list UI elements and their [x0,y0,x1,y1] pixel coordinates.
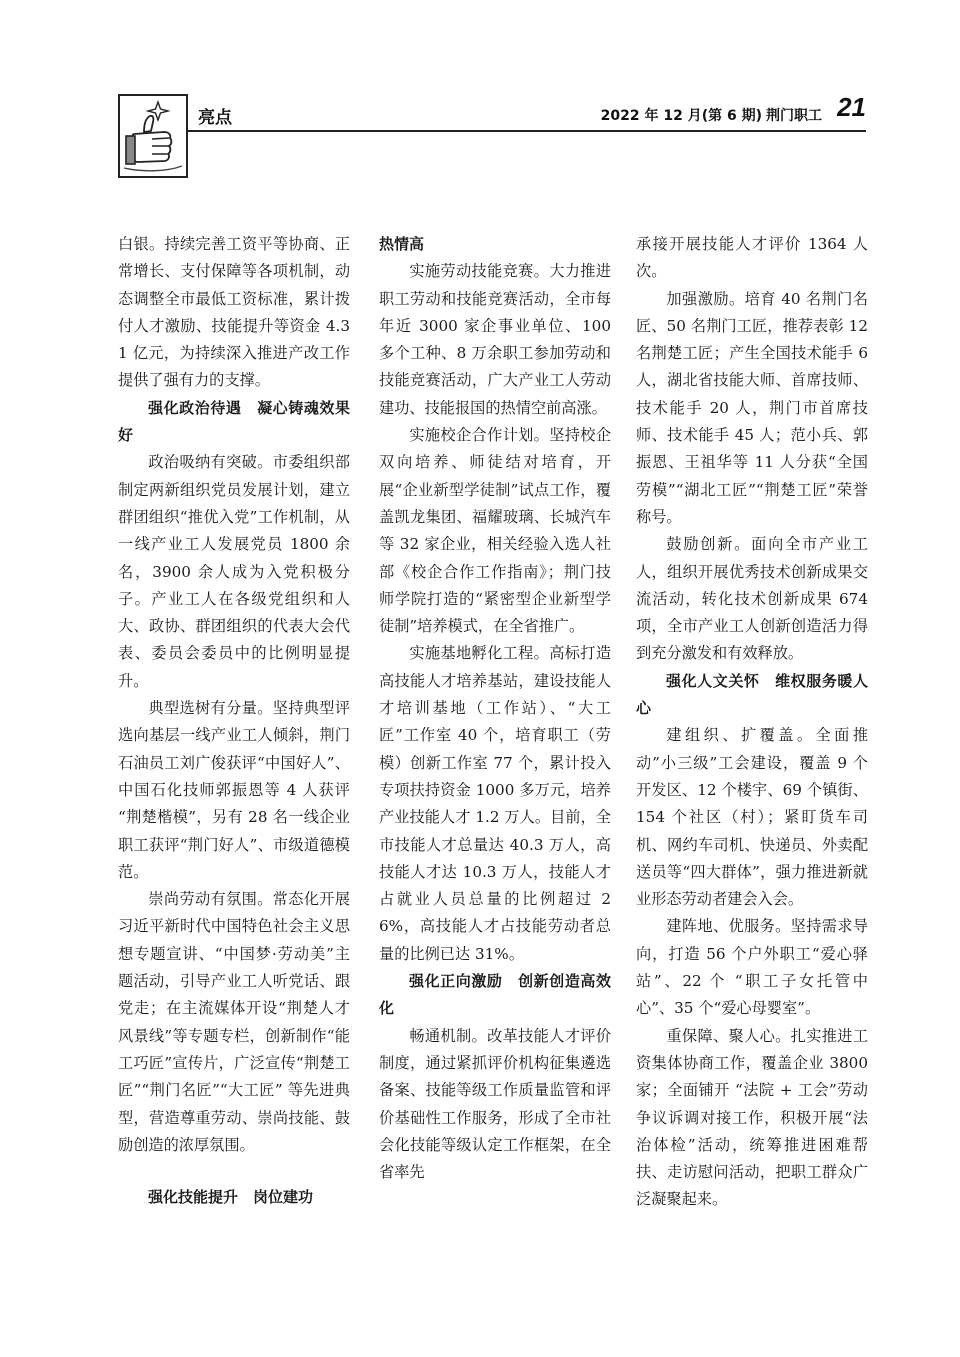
section-heading: 强化正向激励 创新创造高效化 [379,972,611,1018]
issue-date: 2022 年 12 月(第 6 期) [600,108,762,124]
body-paragraph: 建组织、扩覆盖。全面推动”小三级”工会建设，覆盖 9 个开发区、12 个楼宇、69 个镇街、154 个社区（村）；紧盯货车司机、网约车司机、快递员、外卖配送员等“四大群体”，强力推进新就业形态劳动者建会入会。 [636,726,868,909]
page-number: 21 [837,92,866,122]
body-paragraph: 建阵地、优服务。坚持需求导向，打造 56 个户外职工“爱心驿站”、22 个 “职工子女托管中心”、35 个“爱心母婴室”。 [636,917,868,1018]
section-heading: 强化技能提升 岗位建功 [148,1188,314,1207]
body-paragraph: 重保障、聚人心。扎实推进工资集体协商工作，覆盖企业 3800 家；全面铺开 “法院 + 工会”劳动争议诉调对接工作，积极开展“法治体检”活动，统筹推进困难帮扶、走访慰问活动，把职工群众广泛凝聚起来。 [636,1026,868,1209]
body-paragraph: 畅通机制。改革技能人才评价制度，通过紧抓评价机构征集遴选备案、技能等级工作质量监管和评价基础性工作服务，形成了全市社会化技能等级认定工作框架，在全省率先 [379,1026,611,1182]
body-paragraph: 实施基地孵化工程。高标打造高技能人才培养基站，建设技能人才培训基地（工作站）、“大工匠”工作室 40 个，培育职工（劳模）创新工作室 77 个，累计投入专项扶持资金 1000 多万元，培养产业技能人才 1.2 万人。目前，全市技能人才总量达 40.3 万人，高技能人才达 10.3 万人，技能人才占就业人员总量的比例超过 26%，高技能人才占技能劳动者总量的比例已达 31%。 [379,644,611,963]
body-paragraph: 政治吸纳有突破。市委组织部制定两新组织党员发展计划，建立群团组织“推优入党”工作机制，从一线产业工人发展党员 1800 余名，3900 余人成为入党积极分子。产业工人在各级党组织和人大、政协、群团组织的代表大会代表、委员会委员中的比例明显提升。 [118,453,350,690]
section-label: 亮点 [198,108,232,128]
issue-info [597,105,822,125]
page-header [118,94,866,180]
body-paragraph: 鼓励创新。面向全市产业工人，组织开展优秀技术创新成果交流活动，转化技术创新成果 674 项，全市产业工人创新创造活力得到充分激发和有效释放。 [636,535,868,663]
body-paragraph: 实施劳动技能竞赛。大力推进职工劳动和技能竞赛活动，全市每年近 3000 家企事业单位、100 多个工种、8 万余职工参加劳动和技能竞赛活动，广大产业工人劳动建功、技能报国的热情空前高涨。 [379,262,611,417]
thumbs-up-icon [122,98,184,174]
section-heading: 强化人文关怀 维权服务暖人心 [636,671,868,718]
text-column-3 [636,231,868,1214]
section-heading-continued: 热情高 [379,235,425,253]
body-paragraph: 加强激励。培育 40 名荆门名匠、50 名荆门工匠，推荐表彰 12 名荆楚工匠；产生全国技术能手 6 人，湖北省技能大师、首席技师、技术能手 20 人，荆门市首席技师、技术能手 45 人；范小兵、郭振恩、王祖华等 11 人分获“全国劳模”“湖北工匠”“荆楚工匠”荣誉称号。 [636,289,868,526]
magazine-name: 荆门职工 [766,108,822,124]
section-logo [118,94,188,178]
header-rule [186,130,866,132]
body-paragraph: 实施校企合作计划。坚持校企双向培养、师徒结对培育，开展“企业新型学徒制”试点工作，覆盖凯龙集团、福耀玻璃、长城汽车等 32 家企业，相关经验入选人社部《校企合作工作指南》；荆门技师学院打造的“紧密型企业新型学徒制”培养模式，在全省推广。 [379,426,611,636]
body-paragraph: 崇尚劳动有氛围。常态化开展习近平新时代中国特色社会主义思想专题宣讲、“中国梦·劳动美”主题活动，引导产业工人听党话、跟党走；在主流媒体开设“荆楚人才风景线”等专题专栏，创新制作“能工巧匠”宣传片，广泛宣传“荆楚工匠”“荆门名匠”“大工匠” 等先进典型，营造尊重劳动、崇尚技能、鼓励创造的浓厚氛围。 [118,890,350,1154]
section-heading: 强化政治待遇 凝心铸魂效果好 [118,398,350,445]
body-paragraph: 典型选树有分量。坚持典型评选向基层一线产业工人倾斜，荆门石油员工刘广俊获评“中国好人”、中国石化技师郭振恩等 4 人获评 “荆楚楷模”，另有 28 名一线企业职工获评“荆门好人”、市级道德模范。 [118,699,350,881]
text-column-1 [118,231,350,1211]
body-paragraph: 承接开展技能人才评价 1364 人次。 [636,235,868,281]
text-column-2 [379,231,611,1186]
body-paragraph: 白银。持续完善工资平等协商、正常增长、支付保障等各项机制，动态调整全市最低工资标准，累计拨付人才激励、技能提升等资金 4.31 亿元，为持续深入推进产改工作提供了强有力的支撑。 [118,235,350,390]
